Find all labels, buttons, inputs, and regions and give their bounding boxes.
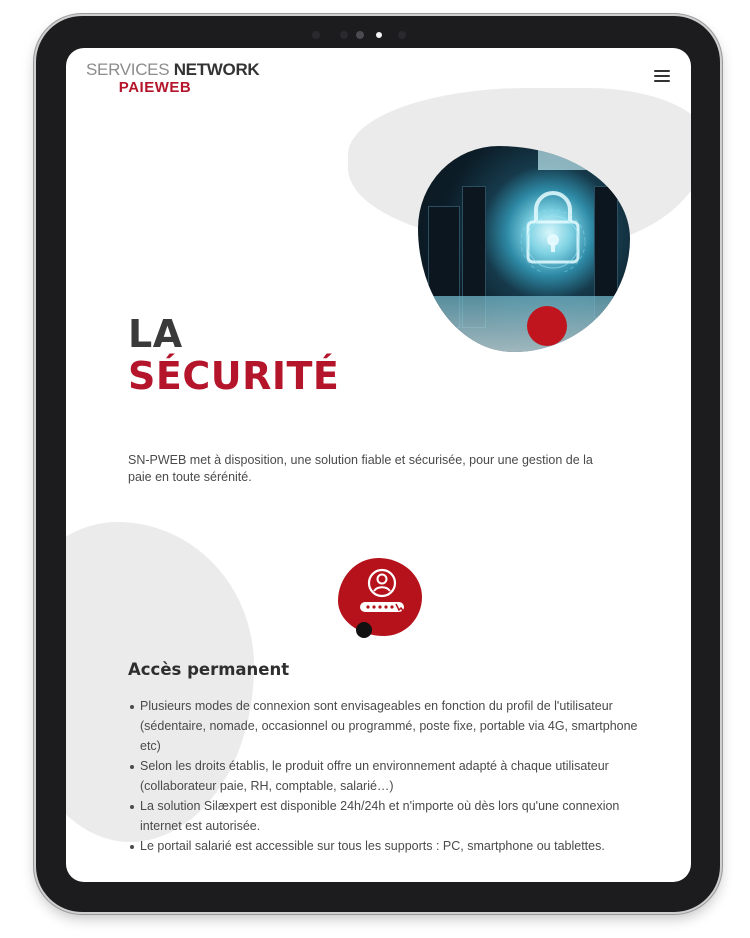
feature-list [128, 696, 648, 856]
logo-wordmark [86, 60, 260, 80]
list-item: Le portail salarié est accessible sur tous les supports : PC, smartphone ou tablettes. [128, 836, 648, 856]
user-password-icon [338, 558, 422, 636]
list-item: La solution Silæxpert est disponible 24h/24h et n'importe où dès lors qu'une connexion internet est autorisée. [128, 796, 648, 836]
logo-text-network: NETWORK [173, 60, 260, 79]
camera-bar [312, 30, 418, 40]
camera-indicator [376, 32, 382, 38]
menu-bar [654, 80, 670, 82]
menu-bar [654, 75, 670, 77]
intro-paragraph: SN-PWEB met à disposition, une solution fiable et sécurisée, pour une gestion de la paie en toute sérénité. [128, 453, 593, 484]
site-logo[interactable] [86, 60, 260, 96]
padlock-icon [518, 186, 588, 272]
ceiling-light [538, 146, 598, 170]
list-item: Plusieurs modes de connexion sont envisageables en fonction du profil de l'utilisateur (sédentaire, nomade, occasionnel ou programmé, poste fixe, portable via 4G, smartphone etc) [128, 696, 648, 756]
section-heading: Accès permanent [128, 660, 290, 679]
menu-bar [654, 70, 670, 72]
title-line-1: LA [128, 312, 183, 356]
page-title [128, 314, 339, 398]
sensor-dot [340, 31, 348, 39]
sensor-dot [398, 31, 406, 39]
floor-reflection [418, 296, 630, 352]
decorative-black-dot [356, 622, 372, 638]
screen [66, 48, 691, 882]
sensor-dot [312, 31, 320, 39]
decorative-red-dot [527, 306, 567, 346]
user-password-glyph [338, 558, 422, 636]
logo-subtitle: PAIEWEB [118, 79, 192, 96]
title-line-2: SÉCURITÉ [128, 353, 340, 398]
camera-lens [356, 31, 364, 39]
hamburger-menu-icon[interactable] [654, 70, 670, 84]
logo-text-services: SERVICES [86, 60, 174, 79]
list-item: Selon les droits établis, le produit offre un environnement adapté à chaque utilisateur (collaborateur paie, RH, comptable, salarié…) [128, 756, 648, 796]
